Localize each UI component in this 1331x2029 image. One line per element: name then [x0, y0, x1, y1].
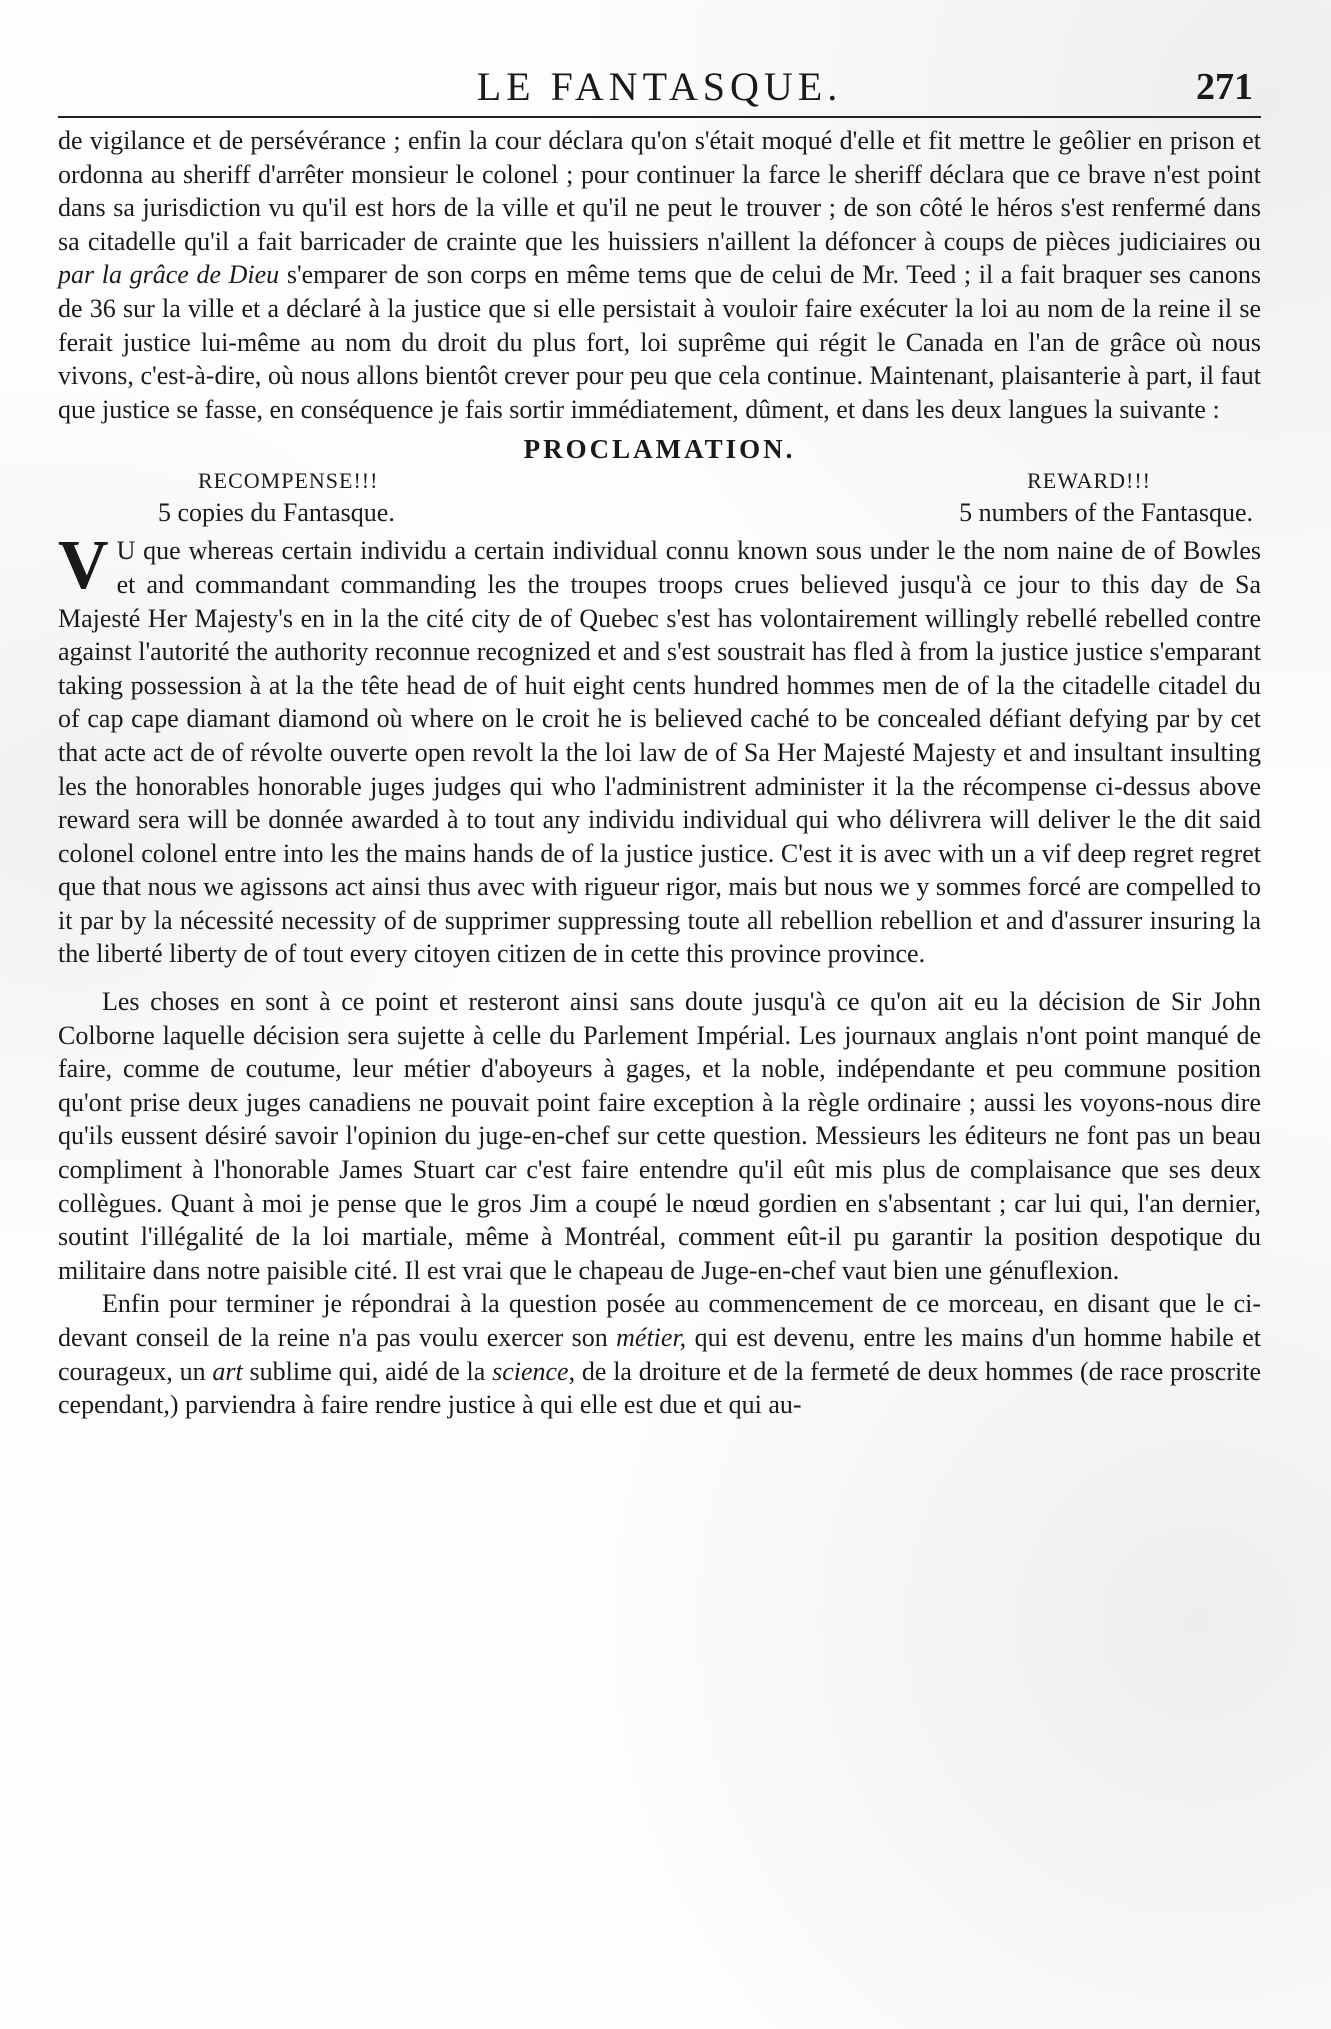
paragraph-3-part-c: sublime qui, aidé de la: [242, 1356, 493, 1386]
page-header: [58, 58, 1261, 118]
proclamation-body: [58, 527, 1261, 971]
paragraph-3-italic-science: science,: [492, 1356, 576, 1386]
proclamation-headings: [58, 466, 1261, 496]
paragraph-3-italic-art: art: [212, 1356, 243, 1386]
running-title: LE FANTASQUE.: [476, 64, 843, 109]
paragraph-3-part-a: Enfin pour terminer je répondrai à la question posée au commencement de ce morceau, en disant que le ci-devant conseil de la reine n'a pas voulu exercer son: [58, 1289, 1261, 1352]
paragraph-3-part-b: qui est devenu, entre les mains d'un homme habile et courageux, un: [58, 1323, 1261, 1386]
page-number: 271: [1196, 66, 1253, 108]
reward-heading: REWARD!!!: [1027, 468, 1151, 494]
proclamation-amounts: [58, 496, 1261, 530]
reward-amount: 5 numbers of the Fantasque.: [959, 498, 1253, 528]
proclamation-body-text: U que whereas certain individu a certain individual connu known sous under le the nom naine de of Bowles et and commandant commanding les the troupes troops crues believed jusqu'à ce jour to this day de Sa Majesté Her Majesty's en in la the cité city de of Quebec s'est has volontairement willingly rebellé rebelled contre against l'autorité the authority reconnue recognized et and s'est soustrait has fled à from la justice justice s'emparant taking possession à at la the tête head de of huit eight cents hundred hommes men de of la the citadelle citadel du of cap cape diamant diamond où where on le croit he is believed caché to be concealed défiant defying par by cet that acte act de of révolte ouverte open revolt la the loi law de of Sa Her Majesté Majesty et and insultant insulting les the honorables honorable juges judges qui who l'administrent administer it la the récompense ci-dessus above reward sera will be donnée awarded à to tout any individu individual qui who délivrera will deliver le the dit said colonel colonel entre into les the mains hands de of la justice justice. C'est it is avec with un a vif deep regret regret que that nous we agissons act ainsi thus avec with rigueur rigor, mais but nous we y sommes forcé are compelled to it par by la nécessité necessity of de supprimer suppressing toute all rebellion rebellion et and d'assurer insuring la the liberté liberty de of tout every citoyen citizen de in cette this province province.: [58, 536, 1261, 969]
recompense-heading: RECOMPENSE!!!: [198, 468, 379, 494]
drop-cap-letter: V: [58, 527, 109, 605]
paragraph-3-part-d: de la droiture et de la fermeté de deux hommes (de race proscrite cependant,) parviendra à faire rendre justice à qui elle est due et qui au-: [58, 1356, 1261, 1420]
proclamation-title: PROCLAMATION.: [523, 434, 796, 465]
paragraph-3: [58, 1287, 1261, 1421]
paragraph-1-part-b: s'emparer de son corps en même tems que de celui de Mr. Teed ; il a fait braquer ses canons de 36 sur la ville et a déclaré à la justice que si elle persistait à vouloir faire exécuter la loi au nom de la reine il se ferait justice lui-même au nom du droit du plus fort, loi suprême qui régit le Canada en l'an de grâce où nous vivons, c'est-à-dire, où nous allons bientôt crever pour peu que cela continue. Maintenant, plaisanterie à part, il faut que justice se fasse, en conséquence je fais sortir immédiatement, dûment, et dans les deux langues la suivante :: [58, 260, 1261, 424]
paragraph-1-italic: par la grâce de Dieu: [58, 260, 280, 290]
recompense-amount: 5 copies du Fantasque.: [158, 498, 395, 528]
paragraph-1-part-a: de vigilance et de persévérance ; enfin la cour déclara qu'on s'était moqué d'elle et fit mettre le geôlier en prison et ordonna au sheriff d'arrêter monsieur le colonel ; pour continuer la farce le sheriff déclara que ce brave n'est point dans sa jurisdiction vu qu'il est hors de la ville et qu'il ne peut le trouver ; de son côté le héros s'est renfermé dans sa citadelle qu'il a fait barricader de crainte que les huissiers n'aillent la défoncer à coups de pièces judiciaires ou: [58, 126, 1261, 256]
paragraph-2: Les choses en sont à ce point et resteront ainsi sans doute jusqu'à ce qu'on ait eu la décision de Sir John Colborne laquelle décision sera sujette à celle du Parlement Impérial. Les journaux anglais n'ont point manqué de faire, comme de coutume, leur métier d'aboyeurs à gages, et la noble, indépendante et peu commune position qu'ont prise deux juges canadiens ne pouvait point faire exception à la règle ordinaire ; aussi les voyons-nous dire qu'ils eussent désiré savoir l'opinion du juge-en-chef sur cette question. Messieurs les éditeurs ne font pas un beau compliment à l'honorable James Stuart car c'est faire entendre qu'il eût mis plus de complaisance que ses deux collègues. Quant à moi je pense que le gros Jim a coupé le nœud gordien en s'absentant ; car lui qui, l'an dernier, soutint l'illégalité de la loi martiale, même à Montréal, comment eût-il pu garantir la position despotique du militaire dans notre paisible cité. Il est vrai que le chapeau de Juge-en-chef vaut bien une génuflexion.: [58, 987, 1261, 1285]
paragraph-3-italic-metier: métier,: [616, 1323, 687, 1352]
paragraph-1: [58, 124, 1261, 426]
